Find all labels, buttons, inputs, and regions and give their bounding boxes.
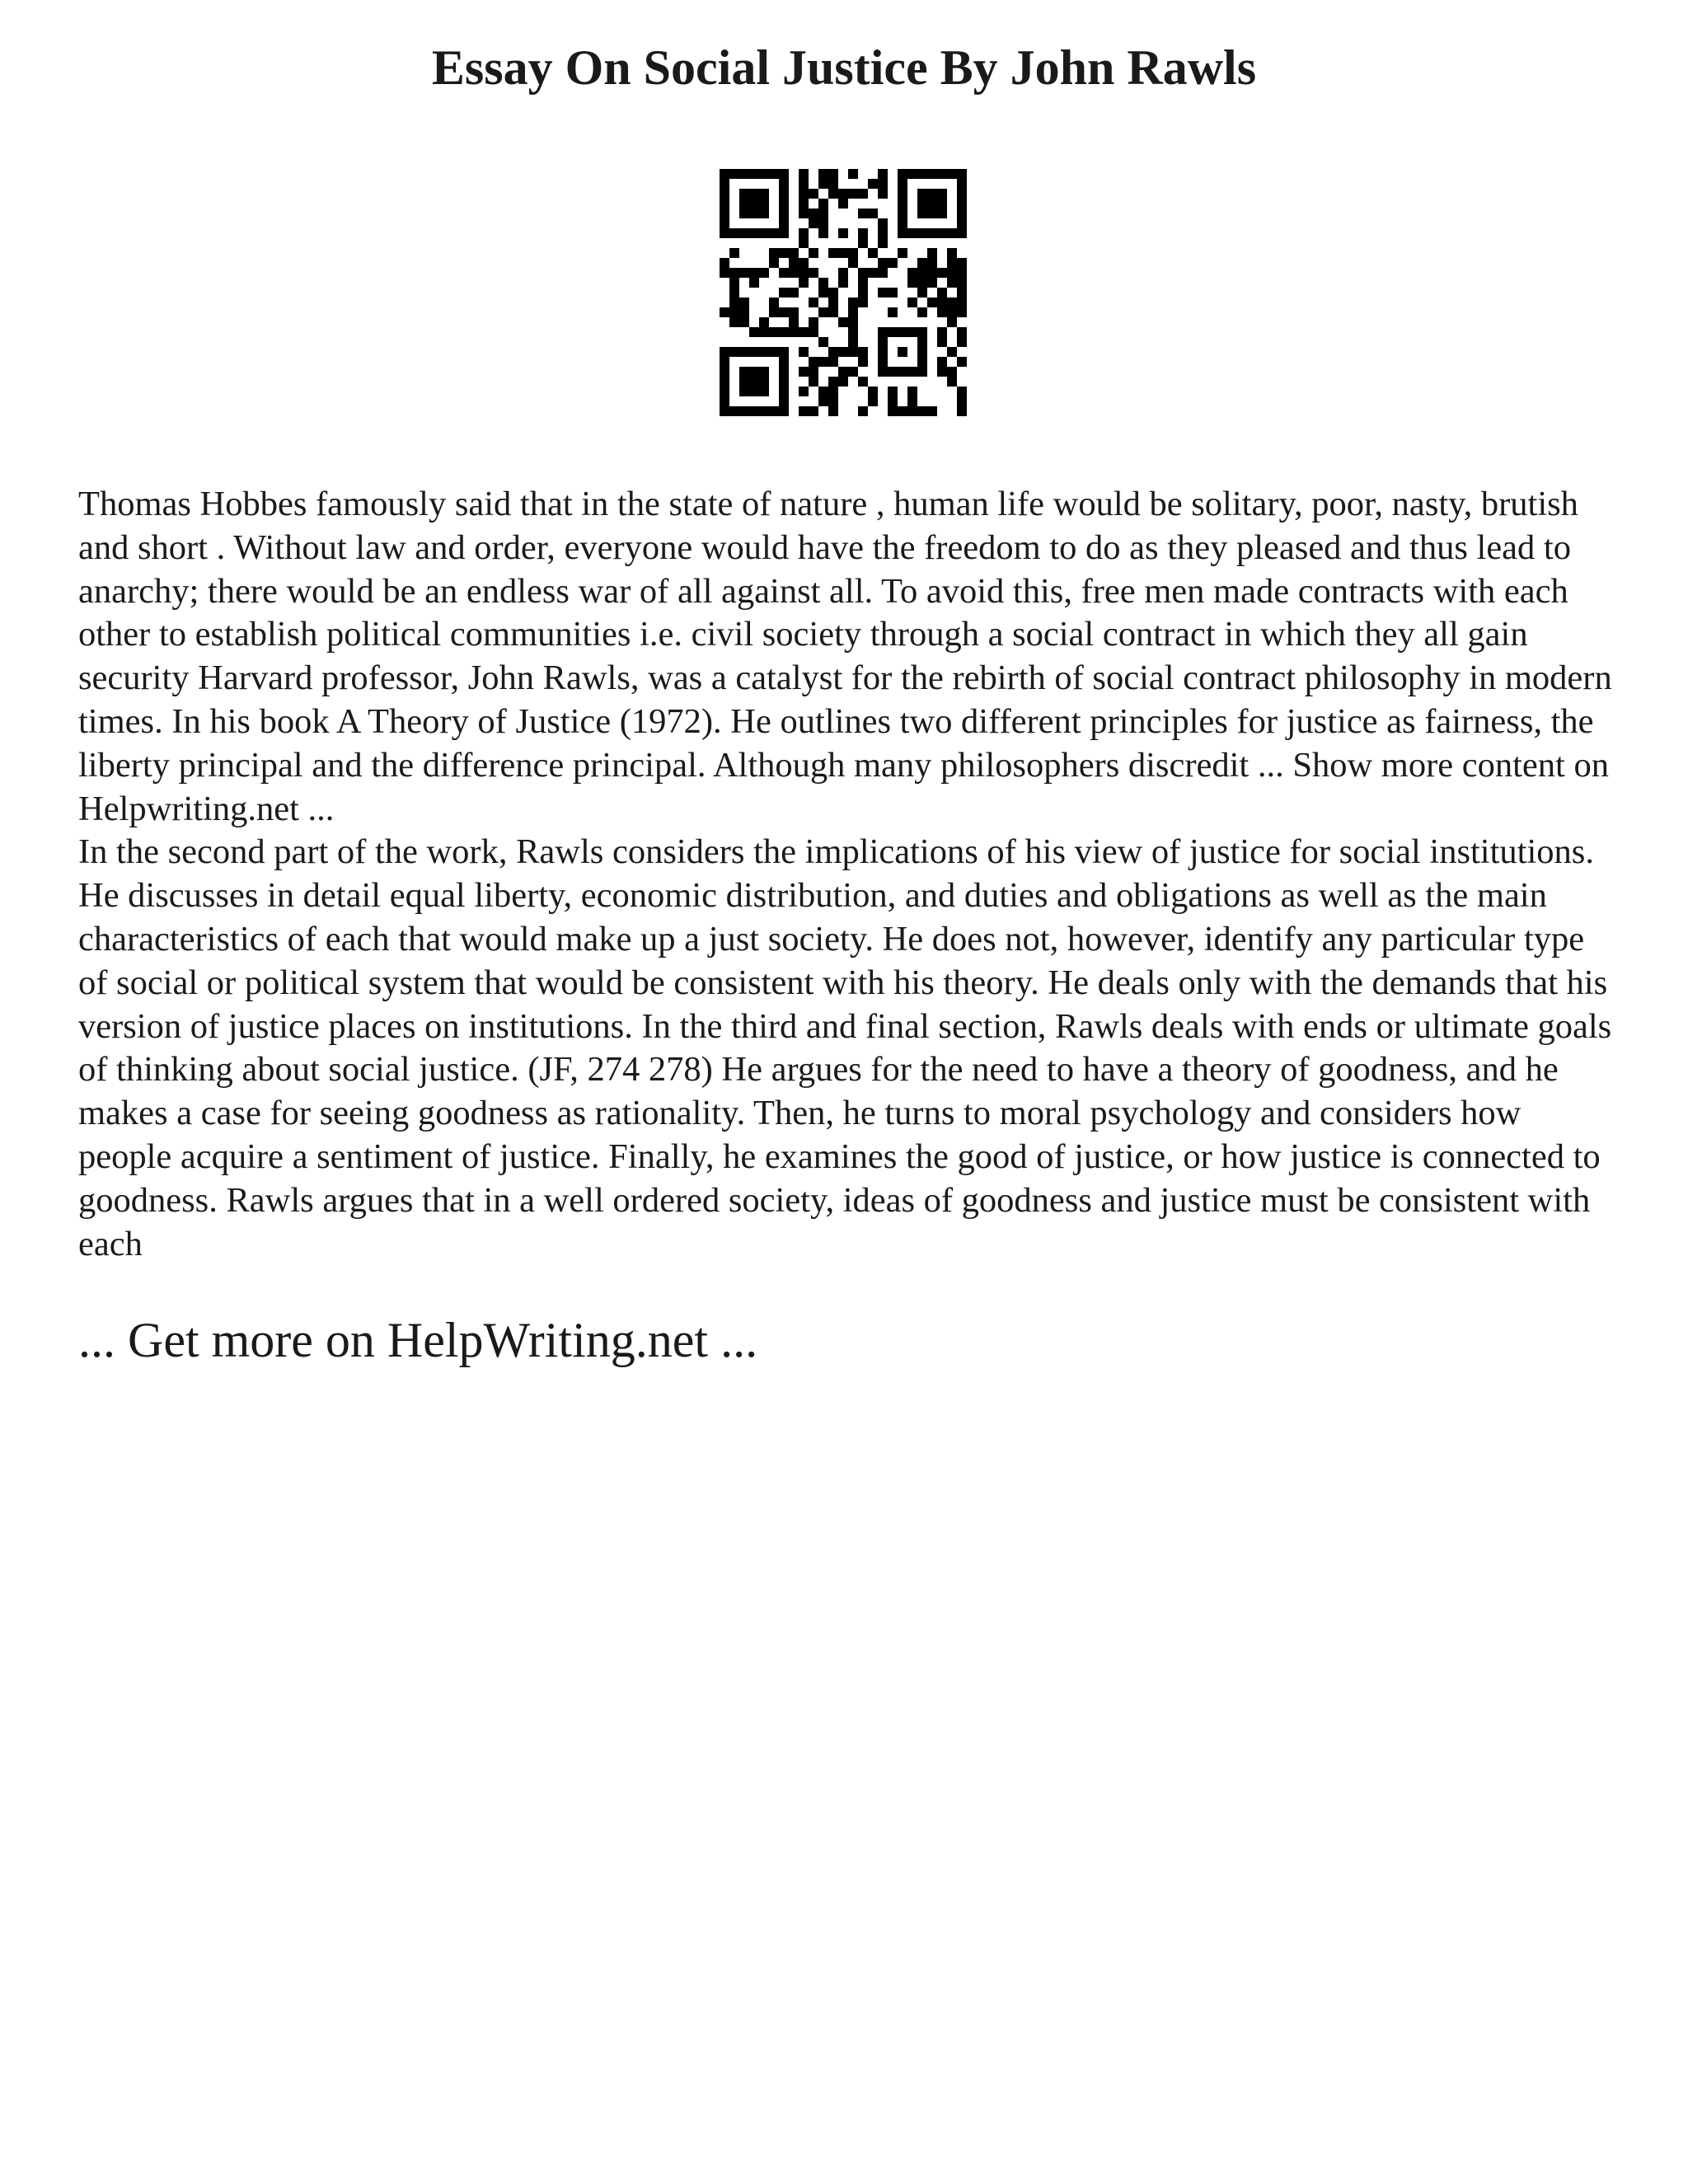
page-title: Essay On Social Justice By John Rawls	[431, 40, 1257, 95]
essay-body	[78, 483, 1620, 1266]
paragraph: In the second part of the work, Rawls considers the implications of his view of justice for social institutions. He discusses in detail equal liberty, economic distribution, and duties and obligations as well as the main characteristics of each that would make up a just society. He does not, however, identify any particular type of social or political system that would be consistent with his theory. He deals only with the demands that his version of justice places on institutions. In the third and final section, Rawls deals with ends or ultimate goals of thinking about social justice. (JF, 274 278) He argues for the need to have a theory of goodness, and he makes a case for seeing goodness as rationality. Then, he turns to moral psychology and considers how people acquire a sentiment of justice. Finally, he examines the good of justice, or how justice is connected to goodness. Rawls argues that in a well ordered society, ideas of goodness and justice must be consistent with each	[78, 832, 1612, 1263]
paragraph: Thomas Hobbes famously said that in the state of nature , human life would be solitary, poor, nasty, brutish and short . Without law and order, everyone would have the freedom to do as they pleased and thus lead to anarchy; there would be an endless war of all against all. To avoid this, free men made contracts with each other to establish political communities i.e. civil society through a social contract in which they all gain security Harvard professor, John Rawls, was a catalyst for the rebirth of social contract philosophy in modern times. In his book A Theory of Justice (1972). He outlines two different principles for justice as fairness, the liberty principal and the difference principal. Although many philosophers discredit ... Show more content on Helpwriting.net ...	[78, 485, 1612, 828]
get-more-link[interactable]: ... Get more on HelpWriting.net ...	[78, 1313, 758, 1367]
qr-code-icon	[720, 169, 967, 416]
